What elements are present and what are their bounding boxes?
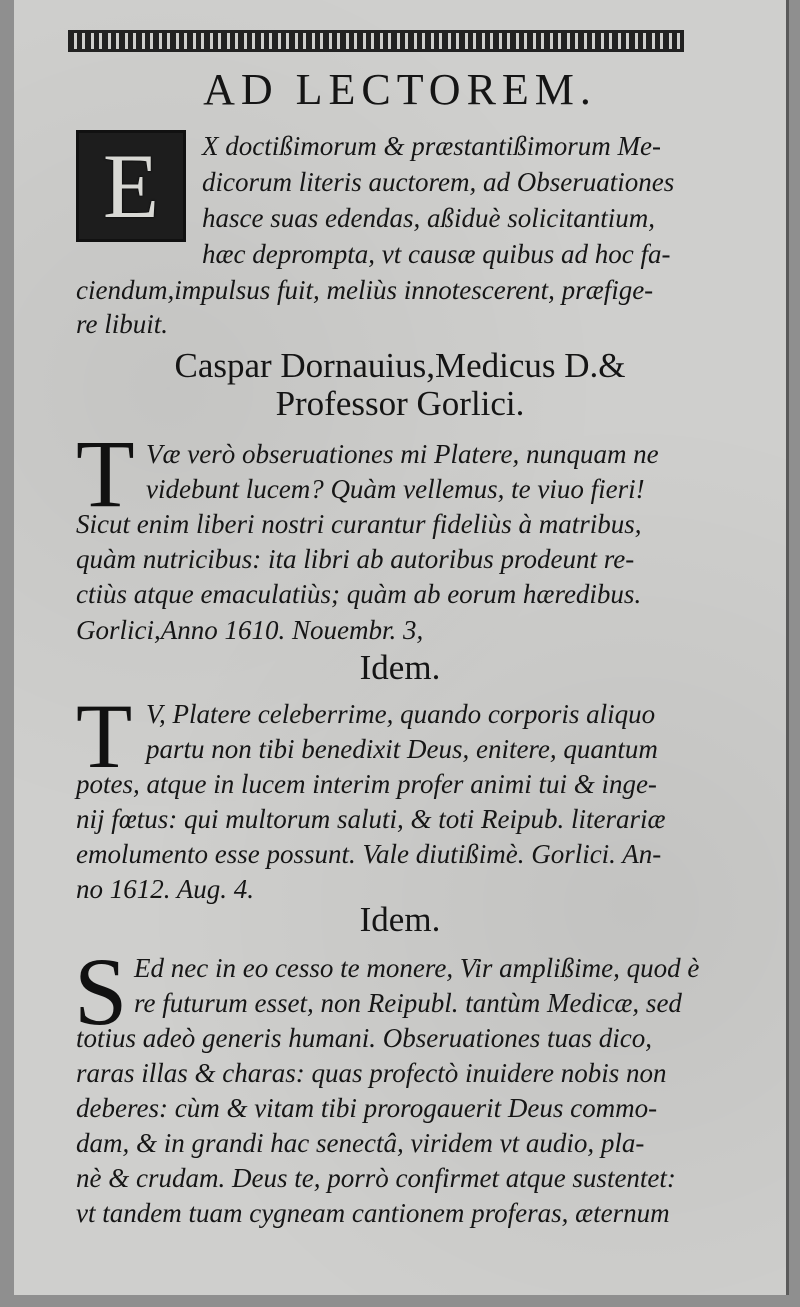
intro-line: X doctißimorum & præstantißimorum Me-: [202, 131, 661, 161]
page-title: AD LECTOREM.: [203, 65, 597, 114]
intro-line: hasce suas edendas, aßiduè solicitantium,: [202, 203, 655, 233]
letter-line: totius adeò generis humani. Obseruationes tuas dico,: [76, 1023, 652, 1053]
letter-line: Væ verò obseruationes mi Platere, nunquam ne: [146, 439, 659, 469]
section-heading: Idem.: [359, 648, 441, 687]
letter-line: dam, & in grandi hac senectâ, viridem vt audio, pla-: [76, 1128, 645, 1158]
intro-line: dicorum literis auctorem, ad Obseruationes: [202, 167, 675, 197]
decorated-initial: [76, 130, 186, 242]
letter-line: Ed nec in eo cesso te monere, Vir amplißime, quod è: [134, 953, 700, 983]
letter-line: quàm nutricibus: ita libri ab autoribus prodeunt re-: [76, 544, 635, 574]
letter-line: ctiùs atque emaculatiùs; quàm ab eorum hæredibus.: [76, 579, 642, 609]
letter-line: emolumento esse possunt. Vale diutißimè. Gorlici. An-: [76, 839, 662, 869]
section-heading: Idem.: [359, 900, 441, 939]
letter-line: re futurum esset, non Reipubl. tantùm Medicæ, sed: [134, 988, 682, 1018]
letter-line: no 1612. Aug. 4.: [76, 874, 255, 904]
letter-line: Sicut enim liberi nostri curantur fideliùs à matribus,: [76, 509, 642, 539]
letter-line: raras illas & charas: quas profectò inuidere nobis non: [76, 1058, 667, 1088]
section-heading: Professor Gorlici.: [275, 384, 525, 423]
intro-line: re libuit.: [76, 309, 168, 339]
drop-cap: T: [76, 685, 133, 787]
letter-line: partu non tibi benedixit Deus, enitere, quantum: [146, 734, 658, 764]
letter-line: deberes: cùm & vitam tibi prorogauerit Deus commo-: [76, 1093, 658, 1123]
header-ornament: [68, 30, 684, 52]
letter-line: nij fœtus: qui multorum saluti, & toti Reipub. literariæ: [76, 804, 666, 834]
decorated-initial-letter: E: [102, 135, 160, 237]
letter-line: V, Platere celeberrime, quando corporis aliquo: [146, 699, 656, 729]
intro-line: ciendum,impulsus fuit, meliùs innotescerent, præfige-: [76, 275, 654, 305]
letter-line: videbunt lucem? Quàm vellemus, te viuo fieri!: [146, 474, 645, 504]
letter-line: nè & crudam. Deus te, porrò confirmet atque sustentet:: [76, 1163, 676, 1193]
section-heading: Caspar Dornauius,Medicus D.&: [174, 346, 626, 385]
drop-cap: T: [76, 420, 135, 527]
letter-line: Gorlici,Anno 1610. Nouembr. 3,: [76, 615, 424, 645]
letter-line: potes, atque in lucem interim profer animi tui & inge-: [76, 769, 657, 799]
letter-line: vt tandem tuam cygneam cantionem proferas, æternum: [76, 1198, 670, 1228]
drop-cap: S: [74, 938, 128, 1045]
intro-line: hæc deprompta, vt causæ quibus ad hoc fa-: [202, 239, 671, 269]
